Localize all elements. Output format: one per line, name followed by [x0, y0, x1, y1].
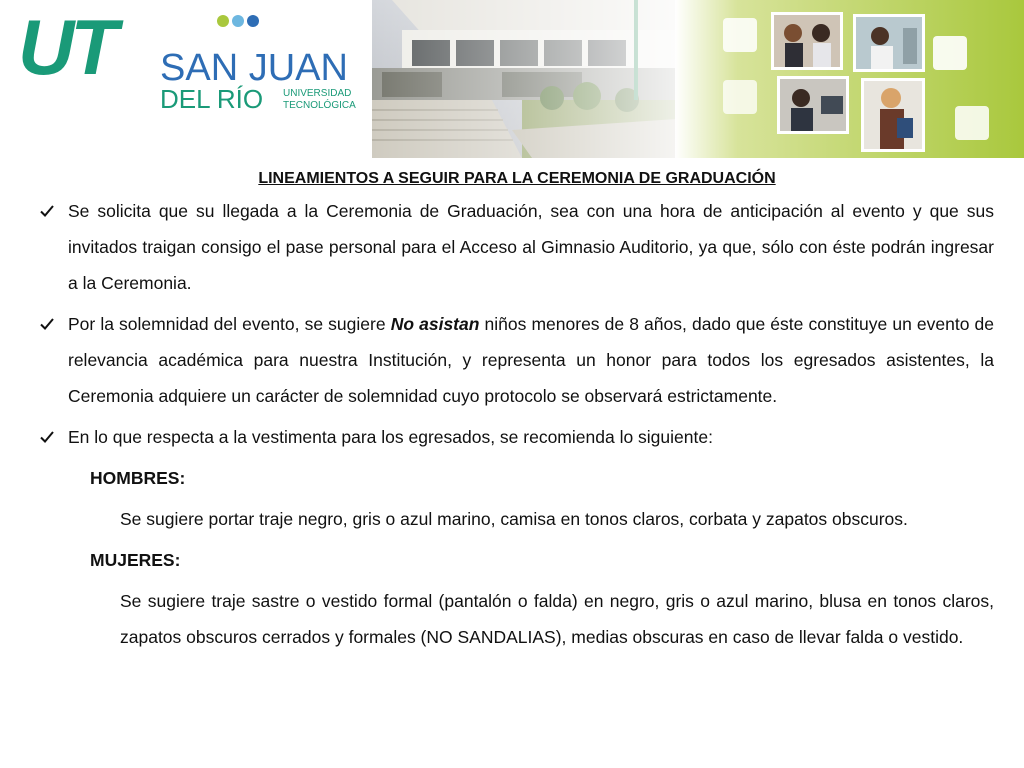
men-heading: HOMBRES: — [90, 468, 186, 488]
list-item — [40, 193, 994, 301]
logo-sub-line2: TECNOLÓGICA — [283, 100, 356, 111]
logo-mark: UT — [18, 8, 114, 91]
checkmark-icon — [40, 193, 60, 229]
logo-name-line2: DEL RÍO — [160, 84, 264, 114]
document-title: LINEAMIENTOS A SEGUIR PARA LA CEREMONIA DE GRADUACIÓN — [258, 170, 776, 187]
list-item — [40, 306, 994, 414]
women-attire-text: Se sugiere traje sastre o vestido formal (pantalón o falda) en negro, gris o azul marino, blusa en tonos claros, zapatos obscuros cerrados y formales (NO SANDALIAS), medias obscuras en caso de llevar falda o vestido. — [120, 591, 994, 647]
campus-building-photo — [372, 0, 692, 158]
photo-tile-woman-folder — [861, 78, 925, 152]
children-guideline-text-end: niños menores de 8 años, dado que éste constituye un evento de relevancia académica para nuestra Institución, y representa un honor para todos los egresados asistentes, la Ceremonia adquiere un carácter de solemnidad cuyo protocolo se observará estrictamente. — [68, 314, 995, 406]
men-attire-text: Se sugiere portar traje negro, gris o azul marino, camisa en tonos claros, corbata y zapatos obscuros. — [120, 509, 908, 529]
list-item — [40, 419, 994, 455]
university-logo — [18, 8, 378, 118]
document-body — [40, 165, 994, 655]
checkmark-icon — [40, 419, 60, 455]
children-guideline-text-start: Por la solemnidad del evento, se sugiere — [68, 314, 391, 334]
arrival-guideline-text: Se solicita que su llegada a la Ceremonia de Graduación, sea con una hora de anticipación al evento y que sus invitados traigan consigo el pase personal para el Acceso al Gimnasio Auditorio, ya que, sólo con éste podrán ingresar a la Ceremonia. — [68, 201, 994, 293]
photo-tile-lab — [853, 14, 925, 72]
no-asistan-emphasis: No asistan — [390, 314, 480, 334]
checkmark-icon — [40, 306, 60, 342]
attire-guideline-text: En lo que respecta a la vestimenta para los egresados, se recomienda lo siguiente: — [68, 427, 713, 447]
photo-tile-computer — [777, 76, 849, 134]
logo-name-line1: SAN JUAN — [160, 47, 348, 89]
logo-sub-line1: UNIVERSIDAD — [283, 88, 352, 99]
logo-dot-lightblue — [232, 15, 244, 27]
photo-tile-women — [771, 12, 843, 70]
logo-dot-blue — [247, 15, 259, 27]
women-heading: MUJERES: — [90, 550, 181, 570]
header-banner — [0, 0, 1024, 158]
students-photo-collage — [675, 0, 1024, 158]
logo-dot-green — [217, 15, 229, 27]
